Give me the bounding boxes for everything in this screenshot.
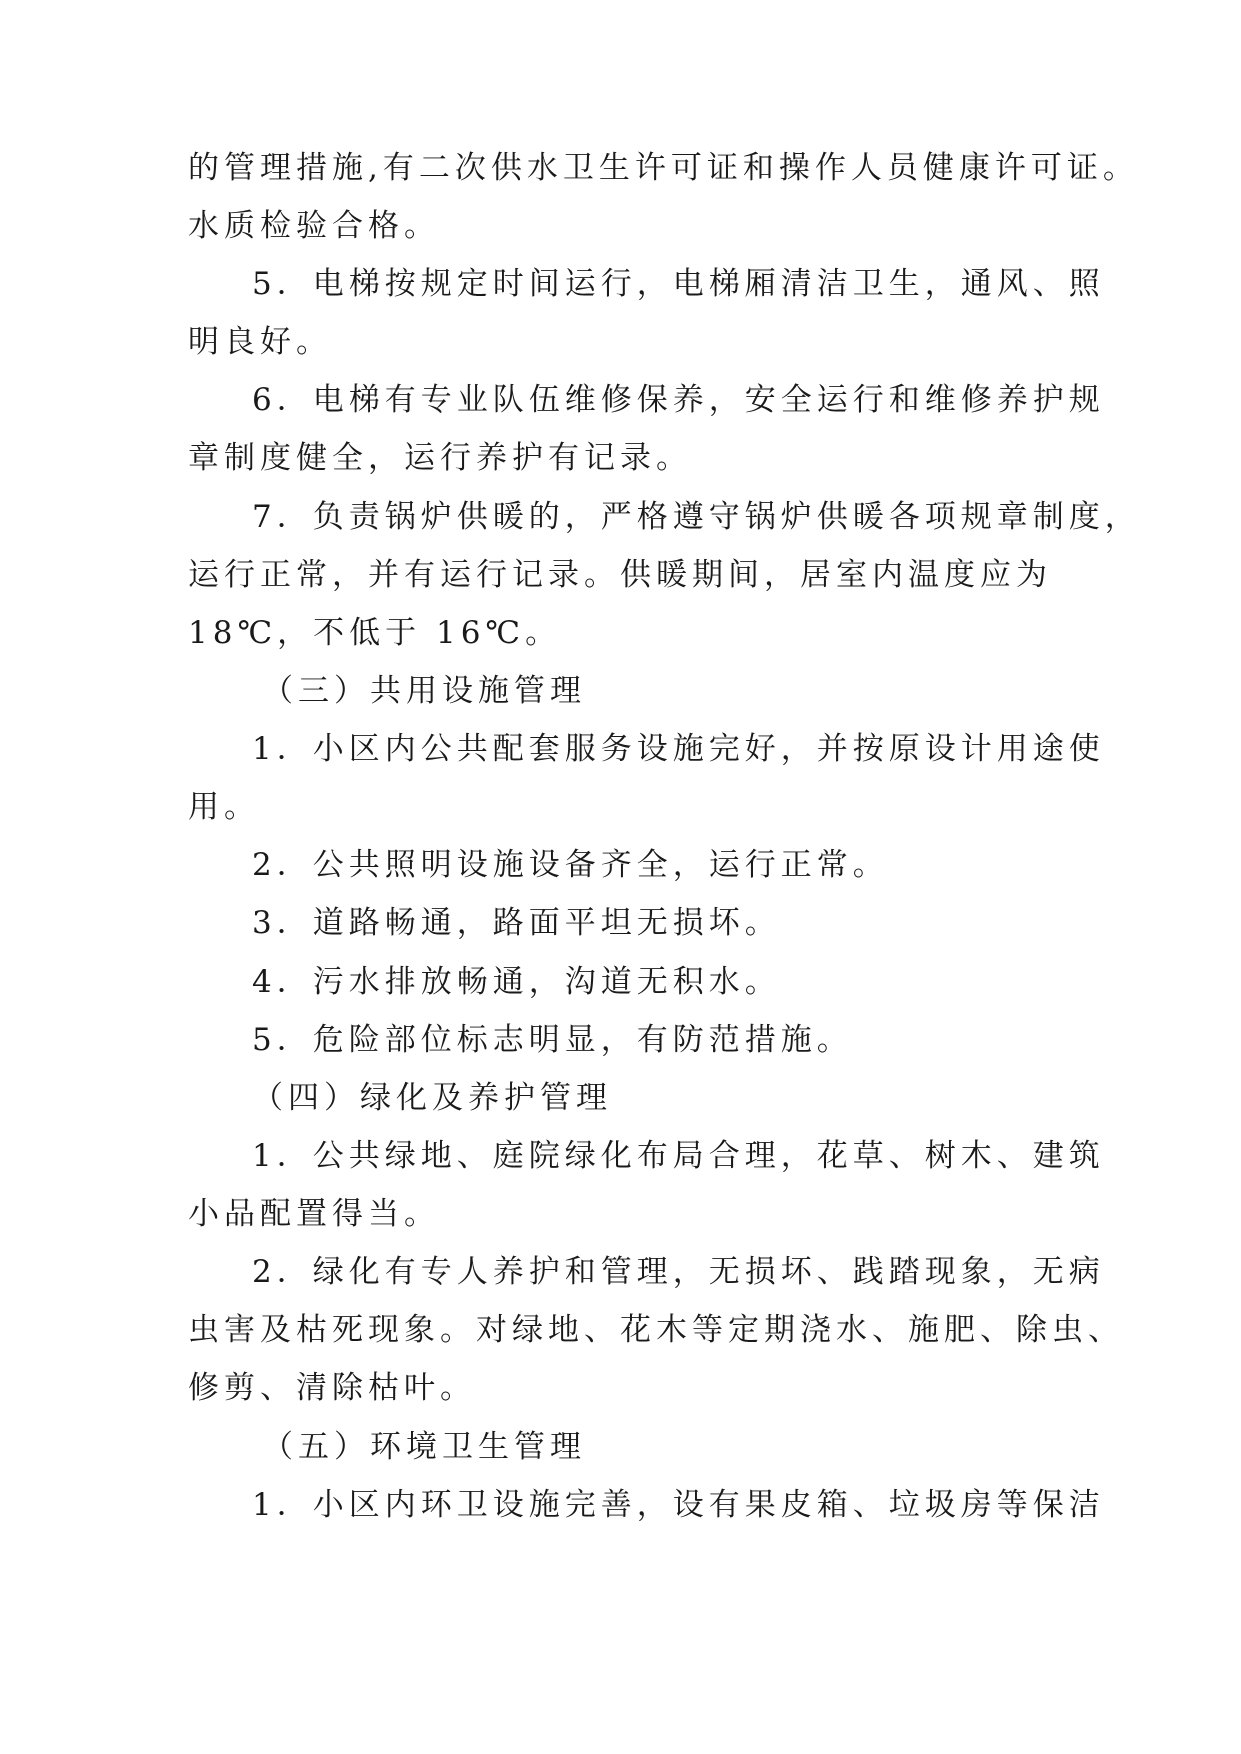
text-line: 5．电梯按规定时间运行，电梯厢清洁卫生，通风、照 [252,266,1105,302]
text-line: 1．小区内公共配套服务设施完好，并按原设计用途使 [252,731,1105,767]
text-line: 5．危险部位标志明显，有防范措施。 [252,1022,853,1058]
text-line: 6．电梯有专业队伍维修保养，安全运行和维修养护规 [252,382,1105,418]
text-line: 用。 [188,789,260,825]
section-heading: （三）共用设施管理 [262,673,586,709]
text-line: 章制度健全，运行养护有记录。 [188,440,692,476]
text-line: 运行正常，并有运行记录。供暖期间，居室内温度应为 [188,557,1052,593]
text-line: 18℃，不低于 16℃。 [188,615,562,651]
text-line: 1．公共绿地、庭院绿化布局合理，花草、树木、建筑 [252,1138,1105,1174]
text-line: 的管理措施,有二次供水卫生许可证和操作人员健康许可证。 [188,150,1139,186]
text-line: 1．小区内环卫设施完善，设有果皮箱、垃圾房等保洁 [252,1487,1105,1523]
text-line: 4．污水排放畅通，沟道无积水。 [252,964,781,1000]
text-line: 虫害及枯死现象。对绿地、花木等定期浇水、施肥、除虫、 [188,1312,1124,1348]
text-line: 修剪、清除枯叶。 [188,1370,476,1406]
text-line: 3．道路畅通，路面平坦无损坏。 [252,905,781,941]
text-line: 2．绿化有专人养护和管理，无损坏、践踏现象，无病 [252,1254,1105,1290]
text-line: 水质检验合格。 [188,208,440,244]
section-heading: （四）绿化及养护管理 [252,1080,612,1116]
text-line: 明良好。 [188,324,332,360]
text-line: 小品配置得当。 [188,1196,440,1232]
text-line: 2．公共照明设施设备齐全，运行正常。 [252,847,889,883]
section-heading: （五）环境卫生管理 [262,1429,586,1465]
text-line: 7．负责锅炉供暖的，严格遵守锅炉供暖各项规章制度， [252,499,1141,535]
